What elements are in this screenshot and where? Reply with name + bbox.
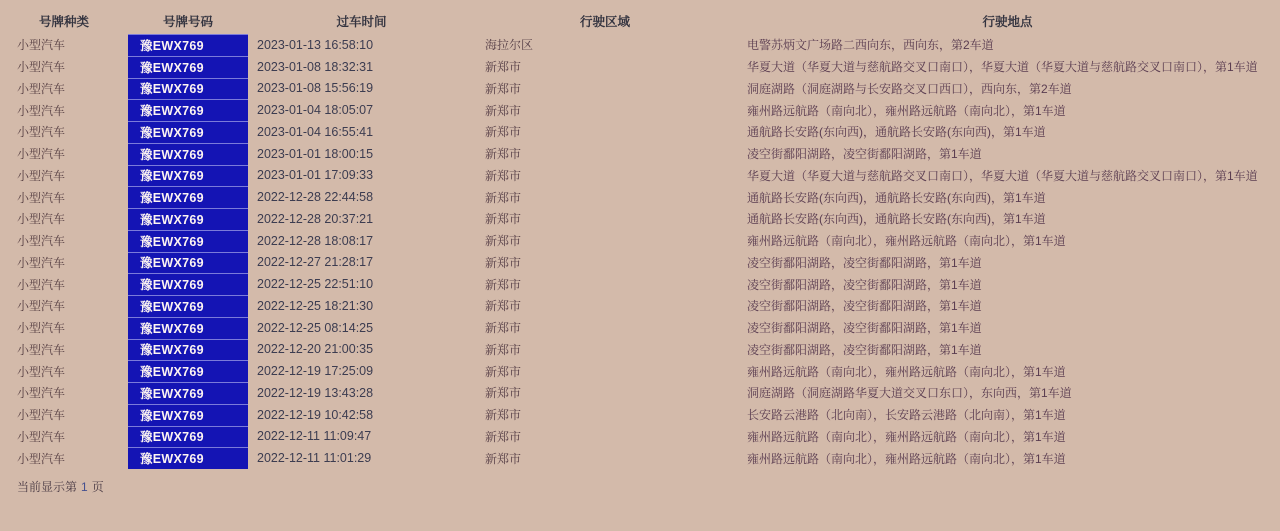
header-driving-location: 行驶地点 [982,15,1033,29]
driving-location-cell: 通航路长安路(东向西)，通航路长安路(东向西)，第1车道 [747,212,1046,227]
pass-time-cell: 2022-12-19 17:25:09 [257,364,374,379]
header-plate-type: 号牌种类 [38,15,89,29]
pass-time-cell: 2022-12-25 18:21:30 [257,298,374,313]
plate-number-badge[interactable]: 豫EWX769 [128,404,248,426]
pass-time-cell: 2023-01-01 17:09:33 [257,168,374,183]
plate-number-badge[interactable]: 豫EWX769 [128,186,248,208]
plate-number-badge[interactable]: 豫EWX769 [128,56,248,78]
table-body [0,34,1280,469]
driving-area-cell: 新郑市 [485,60,522,75]
plate-type-cell: 小型汽车 [17,451,66,466]
driving-location-cell: 雍州路远航路（南向北），雍州路远航路（南向北），第1车道 [747,364,1066,379]
pass-time-cell: 2022-12-25 22:51:10 [257,277,374,292]
table-row [0,252,1280,274]
table-row [0,99,1280,121]
table-row [0,165,1280,187]
table-row [0,317,1280,339]
pass-time-cell: 2022-12-11 11:09:47 [257,429,372,444]
table-row [0,78,1280,100]
plate-type-cell: 小型汽车 [17,103,66,118]
plate-number-badge[interactable]: 豫EWX769 [128,208,248,230]
plate-number-badge[interactable]: 豫EWX769 [128,34,248,56]
plate-type-cell: 小型汽车 [17,342,66,357]
driving-area-cell: 新郑市 [485,147,522,162]
driving-location-cell: 凌空街鄱阳湖路，凌空街鄱阳湖路，第1车道 [747,277,982,292]
plate-type-cell: 小型汽车 [17,386,66,401]
header-driving-area: 行驶区域 [579,15,630,29]
table-row [0,230,1280,252]
pass-time-cell: 2023-01-01 18:00:15 [257,146,374,161]
pass-time-cell: 2022-12-25 08:14:25 [257,320,374,335]
driving-location-cell: 凌空街鄱阳湖路，凌空街鄱阳湖路，第1车道 [747,321,982,336]
pass-time-cell: 2023-01-08 15:56:19 [257,81,374,96]
table-row [0,426,1280,448]
plate-number-badge[interactable]: 豫EWX769 [128,273,248,295]
driving-location-cell: 雍州路远航路（南向北），雍州路远航路（南向北），第1车道 [747,103,1066,118]
plate-type-cell: 小型汽车 [17,147,66,162]
driving-area-cell: 新郑市 [485,321,522,336]
plate-type-cell: 小型汽车 [17,408,66,423]
driving-area-cell: 新郑市 [485,212,522,227]
driving-location-cell: 电警苏炳文广场路二西向东，西向东，第2车道 [747,38,994,53]
driving-area-cell: 新郑市 [485,429,522,444]
driving-area-cell: 新郑市 [485,190,522,205]
header-pass-time: 过车时间 [336,15,387,29]
plate-type-cell: 小型汽车 [17,125,66,140]
table-row [0,56,1280,78]
plate-number-badge[interactable]: 豫EWX769 [128,143,248,165]
driving-area-cell: 新郑市 [485,168,522,183]
table-row [0,143,1280,165]
table-row [0,295,1280,317]
driving-area-cell: 新郑市 [485,364,522,379]
driving-area-cell: 新郑市 [485,342,522,357]
plate-number-badge[interactable]: 豫EWX769 [128,360,248,382]
driving-area-cell: 新郑市 [485,81,522,96]
pass-time-cell: 2023-01-04 16:55:41 [257,124,374,139]
driving-area-cell: 新郑市 [485,277,522,292]
driving-location-cell: 凌空街鄱阳湖路，凌空街鄱阳湖路，第1车道 [747,342,982,357]
driving-location-cell: 凌空街鄱阳湖路，凌空街鄱阳湖路，第1车道 [747,299,982,314]
table-header [0,8,1280,34]
header-row [0,8,1280,34]
driving-area-cell: 新郑市 [485,451,522,466]
plate-type-cell: 小型汽车 [17,299,66,314]
plate-number-badge[interactable]: 豫EWX769 [128,339,248,361]
pass-time-cell: 2022-12-27 21:28:17 [257,255,374,270]
driving-location-cell: 长安路云港路（北向南），长安路云港路（北向南），第1车道 [747,408,1066,423]
plate-type-cell: 小型汽车 [17,38,66,53]
pass-time-cell: 2022-12-20 21:00:35 [257,342,374,357]
table-row [0,121,1280,143]
driving-area-cell: 新郑市 [485,103,522,118]
plate-number-badge[interactable]: 豫EWX769 [128,447,248,469]
plate-number-badge[interactable]: 豫EWX769 [128,230,248,252]
plate-type-cell: 小型汽车 [17,60,66,75]
plate-number-badge[interactable]: 豫EWX769 [128,78,248,100]
driving-location-cell: 洞庭湖路（洞庭湖路与长安路交叉口西口），西向东，第2车道 [747,81,1072,96]
driving-location-cell: 华夏大道（华夏大道与慈航路交叉口南口），华夏大道（华夏大道与慈航路交叉口南口），第1车道 [747,60,1258,75]
driving-location-cell: 凌空街鄱阳湖路，凌空街鄱阳湖路，第1车道 [747,255,982,270]
pass-time-cell: 2022-12-28 18:08:17 [257,233,374,248]
table-row [0,208,1280,230]
plate-type-cell: 小型汽车 [17,321,66,336]
table-row [0,34,1280,56]
table-row [0,360,1280,382]
table-row [0,186,1280,208]
plate-type-cell: 小型汽车 [17,277,66,292]
driving-location-cell: 洞庭湖路（洞庭湖路华夏大道交叉口东口），东向西，第1车道 [747,386,1072,401]
plate-number-badge[interactable]: 豫EWX769 [128,317,248,339]
plate-type-cell: 小型汽车 [17,168,66,183]
pagination-prefix: 当前显示第 [17,480,78,494]
header-plate-number: 号牌号码 [162,15,213,29]
plate-number-badge[interactable]: 豫EWX769 [128,165,248,187]
plate-type-cell: 小型汽车 [17,212,66,227]
plate-number-badge[interactable]: 豫EWX769 [128,426,248,448]
pass-time-cell: 2023-01-08 18:32:31 [257,59,374,74]
plate-type-cell: 小型汽车 [17,429,66,444]
pagination-status [17,478,1280,495]
driving-area-cell: 新郑市 [485,408,522,423]
table-row [0,404,1280,426]
current-page-number: 1 [81,480,88,494]
driving-location-cell: 华夏大道（华夏大道与慈航路交叉口南口），华夏大道（华夏大道与慈航路交叉口南口），第1车道 [747,168,1258,183]
pass-time-cell: 2022-12-28 20:37:21 [257,211,374,226]
table-row [0,382,1280,404]
plate-number-badge[interactable]: 豫EWX769 [128,99,248,121]
pass-time-cell: 2023-01-04 18:05:07 [257,103,374,118]
driving-location-cell: 雍州路远航路（南向北），雍州路远航路（南向北），第1车道 [747,234,1066,249]
plate-type-cell: 小型汽车 [17,255,66,270]
driving-area-cell: 新郑市 [485,234,522,249]
driving-area-cell: 新郑市 [485,299,522,314]
driving-area-cell: 新郑市 [485,255,522,270]
table-row [0,447,1280,469]
vehicle-pass-records-table [0,8,1280,469]
driving-area-cell: 新郑市 [485,125,522,140]
table-row [0,339,1280,361]
driving-area-cell: 新郑市 [485,386,522,401]
plate-type-cell: 小型汽车 [17,364,66,379]
driving-location-cell: 雍州路远航路（南向北），雍州路远航路（南向北），第1车道 [747,451,1066,466]
plate-number-badge[interactable]: 豫EWX769 [128,121,248,143]
plate-type-cell: 小型汽车 [17,190,66,205]
plate-number-badge[interactable]: 豫EWX769 [128,382,248,404]
plate-type-cell: 小型汽车 [17,234,66,249]
plate-number-badge[interactable]: 豫EWX769 [128,295,248,317]
driving-location-cell: 通航路长安路(东向西)，通航路长安路(东向西)，第1车道 [747,190,1046,205]
driving-location-cell: 雍州路远航路（南向北），雍州路远航路（南向北），第1车道 [747,429,1066,444]
driving-location-cell: 通航路长安路(东向西)，通航路长安路(东向西)，第1车道 [747,125,1046,140]
pass-time-cell: 2023-01-13 16:58:10 [257,37,374,52]
pagination-suffix: 页 [91,480,104,494]
plate-type-cell: 小型汽车 [17,81,66,96]
pass-time-cell: 2022-12-19 10:42:58 [257,407,374,422]
plate-number-badge[interactable]: 豫EWX769 [128,252,248,274]
pass-time-cell: 2022-12-11 11:01:29 [257,451,372,466]
pass-time-cell: 2022-12-19 13:43:28 [257,385,374,400]
driving-area-cell: 海拉尔区 [485,38,534,53]
table-row [0,273,1280,295]
driving-location-cell: 凌空街鄱阳湖路，凌空街鄱阳湖路，第1车道 [747,147,982,162]
pass-time-cell: 2022-12-28 22:44:58 [257,190,374,205]
